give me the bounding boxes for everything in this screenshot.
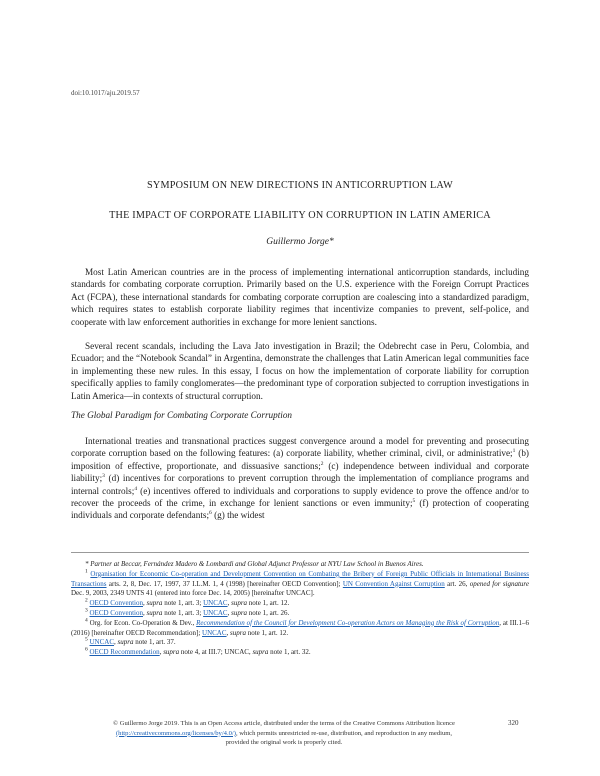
footnote-text: supra [231, 599, 248, 608]
text-segment: (f) protection of cooperating individuals and corporate defendants; [71, 498, 529, 521]
footnote-6 [71, 648, 529, 658]
footnote-2 [71, 599, 529, 609]
footnote-ref[interactable]: 6 [209, 510, 212, 517]
text-segment: (b) imposition of effective, proportionate, and dissuasive sanctions; [71, 448, 529, 471]
citation-link[interactable]: Organisation for Economic Co-operation and Development Convention on Combating the Bribery of Foreign Public Officials in International Business Transactions [71, 569, 529, 588]
footnote-number: 3 [85, 607, 88, 614]
citation-link[interactable]: UN Convention Against Corruption [342, 579, 445, 588]
paragraph-global-paradigm [71, 435, 529, 522]
footnote-4 [71, 619, 529, 639]
citation-link[interactable]: UNCAC [203, 608, 228, 617]
footnote-5 [71, 638, 529, 648]
footnote-text: supra [146, 608, 163, 617]
symposium-heading: SYMPOSIUM ON NEW DIRECTIONS IN ANTICORRUPTION LAW [147, 180, 453, 191]
license-text: , which permits unrestricted re-use, distribution, and reproduction in any medium, [235, 729, 453, 737]
footnote-text: , [227, 599, 232, 608]
footnote-ref[interactable]: 3 [102, 473, 105, 480]
citation-link[interactable]: OECD Convention [89, 608, 143, 617]
license-notice [94, 719, 474, 748]
footnote-text: supra [163, 648, 180, 657]
paragraph-intro [71, 266, 529, 328]
license-text: provided the original work is properly cited. [225, 739, 343, 747]
footnote-text: , at III.1–6 (2016) [hereinafter OECD Recommendation]; [71, 618, 530, 637]
footnote-text: supra [252, 648, 269, 657]
article-title: THE IMPACT OF CORPORATE LIABILITY ON CORRUPTION IN LATIN AMERICA [109, 210, 491, 221]
footnote-author [71, 560, 529, 570]
footnote-ref[interactable]: 2 [320, 460, 324, 467]
paragraph-text [71, 435, 529, 522]
paragraph-scandals [71, 340, 529, 402]
paragraph-text: Several recent scandals, including the Lava Jato investigation in Brazil; the Odebrecht case in Peru, Colombia, and Ecuador; and the “Notebook Scandal” in Argentina, demonstrate the challenges that Latin American legal communities face in implementing these new rules. In this essay, I focus on how the implementation of corporate liability for corruption specifically applies to family conglomerates—the predominant type of corporation subjected to corruption investigations in Latin America—in contexts of structural corruption. [71, 341, 529, 401]
footnote-text: arts. 2, 8, Dec. 17, 1997, 37 I.L.M. 1, 4 (1998) [hereinafter OECD Convention]; [106, 579, 343, 588]
footnote-text: note 1, art. 32. [268, 648, 311, 657]
footnote-text: note 1, art. 3; [162, 608, 204, 617]
footnote-1 [71, 570, 529, 599]
text-segment: (d) incentives for corporations to prevent corruption through the implementation of compliance programs and internal controls; [71, 473, 529, 496]
citation-link[interactable]: UNCAC [202, 628, 227, 637]
footnote-3 [71, 609, 529, 619]
footnote-ref[interactable]: 5 [412, 497, 416, 504]
footnote-text: , [114, 638, 118, 647]
footnote-number: 6 [85, 646, 88, 653]
footnote-text: note 1, art. 26. [247, 608, 290, 617]
footnote-text: , [159, 648, 164, 657]
footnote-text: art. 26, [444, 579, 470, 588]
footnote-ref[interactable]: 1 [512, 448, 516, 455]
page-number: 320 [508, 719, 519, 727]
footnote-number: 2 [85, 597, 88, 604]
footnote-text: opened for signature [469, 579, 530, 588]
footnote-text: supra [230, 628, 246, 637]
footnote-text: supra [146, 599, 163, 608]
footnote-text: , [227, 608, 232, 617]
footnote-text: supra [231, 608, 248, 617]
footnote-text: note 1, art. 12. [245, 628, 289, 637]
footnote-text: , [142, 599, 147, 608]
text-segment: (c) independence between individual and corporate liability; [71, 460, 529, 484]
citation-link[interactable]: OECD Recommendation [89, 648, 160, 657]
citation-link[interactable]: Recommendation of the Council for Development Co-operation Actors on Managing the Risk of Corruption [196, 618, 500, 627]
citation-link[interactable]: UNCAC [203, 599, 228, 608]
text-segment: (e) incentives offered to individuals and corporations to supply evidence to prove the offence and/or to recover the proceeds of the crime, in exchange for lenient sanctions or even immunity; [71, 485, 530, 509]
text-segment: (g) the widest [211, 510, 265, 521]
footnote-number: 4 [85, 617, 88, 624]
text-segment: International treaties and transnational practices suggest convergence around a model for preventing and prosecuting corporate corruption based on the following features: (a) corporate liability, whether criminal, civil, or administrative; [71, 436, 529, 459]
footnote-divider [71, 552, 529, 553]
footnote-ref[interactable]: 4 [134, 485, 138, 492]
footnote-number: 1 [85, 568, 88, 575]
footnote-number: 5 [85, 637, 88, 644]
license-link[interactable]: (http://creativecommons.org/licenses/by/4.0/) [115, 729, 236, 737]
footnote-text: note 1, art. 12. [247, 599, 290, 608]
license-text: © Guillermo Jorge 2019. This is an Open Access article, distributed under the terms of the Creative Commons Attribution licence [113, 720, 455, 727]
footnotes [71, 560, 529, 658]
citation-link[interactable]: OECD Convention [89, 599, 143, 608]
footnote-text: , [226, 628, 231, 637]
section-heading: The Global Paradigm for Combating Corporate Corruption [71, 410, 293, 420]
doi-line: doi:10.1017/aju.2019.57 [71, 89, 140, 97]
author-name: Guillermo Jorge* [266, 237, 334, 247]
footnote-text: , [142, 608, 147, 617]
citation-link[interactable]: UNCAC [89, 638, 115, 647]
footnote-text: note 1, art. 3; [162, 599, 204, 608]
footnote-text: note 1, art. 37. [133, 638, 176, 647]
footnote-text: * Partner at Beccar, Fernández Madero & Lombardi and Global Adjunct Professor at NYU Law School in Buenos Aires. [85, 560, 424, 568]
footnote-text: Org. for Econ. Co-Operation & Dev., [89, 618, 197, 627]
footnote-text: note 4, at III.7; UNCAC, [179, 648, 253, 657]
paragraph-text: Most Latin American countries are in the process of implementing international anticorruption standards, including standards for combating corporate corruption. Primarily based on the U.S. experience with the Foreign Corrupt Practices Act (FCPA), these international standards for combating corporate corruption are coalescing into a standardized paradigm, which requires states to establish corporate liability regimes that incentivize companies to prevent, self-police, and cooperate with law enforcement authorities in exchange for more lenient sanctions. [71, 267, 529, 327]
footnote-text: Dec. 9, 2003, 2349 UNTS 41 (entered into force Dec. 14, 2005) [hereinafter UNCAC]. [71, 589, 315, 598]
footnote-text: supra [117, 638, 134, 647]
